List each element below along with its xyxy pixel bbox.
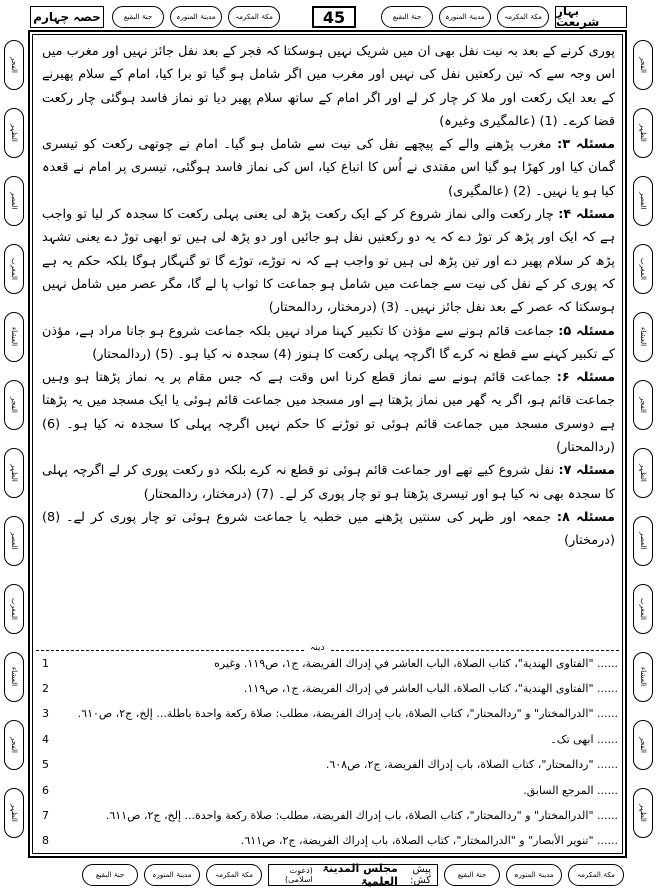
side-tab-right-11: الفجر [633,720,653,770]
masala-7-label: مسئلہ ۷: [558,463,615,479]
side-tab-left-9: المغرب [4,584,24,634]
book-page: بہارِ شریعت مکۃ المکرمہ مدینۃ المنورہ جنۃ البقیع 45 مکۃ المکرمہ مدینۃ المنورہ جنۃ البقیع حصہ چہارم الفجر الظہر العصر المغرب العشاء الفجر الظہر العصر المغرب العشاء الفجر الظہر الفجر الظہر العصر المغرب العشاء الفجر الظہر العصر المغرب العشاء الفجر الظہر پوری کرنے کے بعد بہ نیت نفل بھی ان میں شریک نہیں ہوسکتا کہ فجر کے بعد نفل جائز نہیں اور مغرب میں اس وجہ سے کہ تین رکعتیں نفل کی نہیں اور مغرب میں اگر شامل ہو گیا تو برا کیا، امام کے سلام پھیرنے کے بعد ایک رکعت اور ملا کر چار کر لے اور اگر امام کے ساتھ سلام پھیر دیا تو نماز فاسد ہوگئی چار رکعت قضا کرے۔ (1) (عالمگیری وغیرہ) مسئلہ ۳: مغرب پڑھنے والے کے پیچھے نفل کی نیت سے شامل ہو گیا۔ امام نے چوتھی رکعت کو تیسری گمان کیا اور کھڑا ہو گیا اس مقتدی نے اُس کا اتباع کیا، اس کی نماز فاسد ہوگئی، تیسری پر امام نے قعدہ کیا ہو یا نہیں۔ (2) (عالمگیری) مسئلہ ۴: چار رکعت والی نماز شروع کر کے ایک رکعت پڑھ لی یعنی پہلی رکعت کا سجدہ کر لیا تو واجب ہے کہ ایک اور پڑھ کر توڑ دے کہ یہ دو رکعتیں نفل ہو جائیں اور دو پڑھ لی ہیں تو ابھی توڑ دے یعنی تشہد پڑھ کر سلام پھیر دے اور تین پڑھ لی ہیں تو واجب ہے کہ نہ توڑے، توڑے گا تو گنہگار ہوگا بلکہ حکم یہ ہے کہ پوری کر کے نفل کی نیت سے جماعت میں شامل ہو جماعت کا ثواب پا لے گا، مگر عصر میں شامل نہیں ہوسکتا کہ عصر کے بعد نفل جائز نہیں۔ (3) (درمختار، ردالمحتار) مسئلہ ۵: جماعت قائم ہونے سے مؤذن کا تکبیر کہنا مراد نہیں بلکہ جماعت شروع ہو جانا مراد ہے، مؤذن کے تکبیر کہنے سے قطع نہ کرے گا اگرچہ پہلی رکعت کا ہنوز (4) سجدہ نہ کیا ہو۔ (5) (ردالمحتار) مسئلہ ۶: جماعت قائم ہونے سے نماز قطع کرنا اس وقت ہے کہ جس مقام پر یہ نماز پڑھتا ہو وہیں جماعت قائم ہو، اگر یہ گھر میں نماز پڑھتا ہے اور مسجد میں جماعت قائم ہوئی یا ایک مسجد میں یہ پڑھتا ہے دوسری مسجد میں جماعت قائم ہوئی تو توڑنے کا حکم نہیں اگرچہ پہلی کا سجدہ نہ کیا ہو۔ (6) (ردالمحتار) مسئلہ ۷: نفل شروع کیے تھے اور جماعت قائم ہوئی تو قطع نہ کرے بلکہ دو رکعت پوری کر لے اگرچہ پہلی کا سجدہ بھی نہ کیا ہو اور تیسری پڑھتا ہو تو چار پوری کر لے۔ (7) (درمختار، ردالمحتار) مسئلہ ۸: جمعہ اور ظہر کی سنتیں پڑھنے میں خطبہ یا جماعت شروع ہوئی تو چار پوری کر لے۔ (8) (درمختار) دینہ 1 ...... "الفتاوی الهندية"، كتاب الصلاة، الباب العاشر في إدراك الفريضة، ج١، ص١١٩. وغيره 2 ...... "الفتاوی الهندية"، كتاب الصلاة، الباب العاشر في إدراك الفريضة، ج١، ص١١٩. 3 ...... "الدرالمختار" و "ردالمحتار"، كتاب الصلاة، باب إدراك الفريضة، مطلب: صلاة ركعة واحدة باطلة... إلخ، ج٢، ص٦١٠. 4 ...... ابھی تک۔ 5 ...... "ردالمحتار"، كتاب الصلاة، باب إدراك الفريضة، ج٢، ص٦٠٨. 6 ...... المرجع السابق. 7 ...... "الدرالمختار" و "ردالمحتار"، كتاب الصلاة، باب إدراك الفريضة، مطلب: صلاة ركعة واحدة... إلخ، ج٢، ص٦١١. 8 ...... "تنوير الأبصار" و "الدرالمختار"، كتاب الصلاة، باب إدراك الفريضة، ج٢، ص٦١١. مکۃ المکرمہ مدینۃ المنورہ جنۃ البقیع پیش کش: مجلس المدینۃ العلمیۃ (دعوت اسلامی) مکۃ المکرمہ مدینۃ المنورہ جنۃ البقیع [0,0,657,892]
paragraph-continuation: پوری کرنے کے بعد بہ نیت نفل بھی ان میں شریک نہیں ہوسکتا کہ فجر کے بعد نفل جائز نہیں اور مغرب میں اس وجہ سے کہ تین رکعتیں نفل کی نہیں اور مغرب میں اگر شامل ہو گیا تو برا کیا، امام کے سلام پھیرنے کے بعد ایک رکعت اور ملا کر چار کر لے اور اگر امام کے ساتھ سلام پھیر دیا تو نماز فاسد ہوگئی چار رکعت قضا کرے۔ (1) (عالمگیری وغیرہ) [42,44,615,129]
masala-7: مسئلہ ۷: نفل شروع کیے تھے اور جماعت قائم ہوئی تو قطع نہ کرے بلکہ دو رکعت پوری کر لے اگرچہ پہلی کا سجدہ بھی نہ کیا ہو اور تیسری پڑھتا ہو تو چار پوری کر لے۔ (7) (درمختار، ردالمحتار) [42,463,615,502]
side-tab-right-10: العشاء [633,652,653,702]
masala-5: مسئلہ ۵: جماعت قائم ہونے سے مؤذن کا تکبیر کہنا مراد نہیں بلکہ جماعت شروع ہو جانا مراد ہے، مؤذن کے تکبیر کہنے سے قطع نہ کرے گا اگرچہ پہلی رکعت کا ہنوز (4) سجدہ نہ کیا ہو۔ (5) (ردالمحتار) [42,323,615,362]
footer-oval-baqi: جنۃ البقیع [444,864,500,886]
side-tab-left-12: الظہر [4,788,24,838]
footer-oval-makkah-2: مکۃ المکرمہ [206,864,262,886]
body-text [42,40,615,553]
side-tab-right-2: الظہر [633,108,653,158]
masala-3-label: مسئلہ ۳: [557,137,615,153]
footer-oval-makkah: مکۃ المکرمہ [568,864,624,886]
book-title: بہارِ شریعت [555,6,627,28]
header-oval-madinah-2: مدینۃ المنورہ [170,6,222,28]
side-tab-right-8: العصر [633,516,653,566]
header-oval-baqi-2: جنۃ البقیع [112,6,164,28]
side-tab-right-12: الظہر [633,788,653,838]
side-tab-right-7: الظہر [633,448,653,498]
header-oval-madinah: مدینۃ المنورہ [439,6,491,28]
side-tab-right-9: المغرب [633,584,653,634]
side-tab-right-4: المغرب [633,244,653,294]
side-tab-left-8: العصر [4,516,24,566]
side-tab-left-7: الظہر [4,448,24,498]
footer-oval-madinah: مدینۃ المنورہ [506,864,562,886]
side-tab-right-1: الفجر [633,40,653,90]
side-tab-left-11: الفجر [4,720,24,770]
publisher-credit: پیش کش: مجلس المدینۃ العلمیۃ (دعوت اسلامی) [268,864,438,886]
masala-4-label: مسئلہ ۴: [558,207,615,223]
masala-8: مسئلہ ۸: جمعہ اور ظہر کی سنتیں پڑھنے میں خطبہ یا جماعت شروع ہوئی تو چار پوری کر لے۔ (8) (درمختار) [42,509,615,549]
separator-mark: دینہ [306,643,329,653]
side-tab-left-5: العشاء [4,312,24,362]
side-tab-left-3: العصر [4,176,24,226]
header-oval-makkah: مکۃ المکرمہ [497,6,549,28]
side-tab-left-1: الفجر [4,40,24,90]
footer-oval-madinah-2: مدینۃ المنورہ [144,864,200,886]
side-tab-right-5: العشاء [633,312,653,362]
footer-oval-baqi-2: جنۃ البقیع [82,864,138,886]
side-tab-left-10: العشاء [4,652,24,702]
masala-6: مسئلہ ۶: جماعت قائم ہونے سے نماز قطع کرنا اس وقت ہے کہ جس مقام پر یہ نماز پڑھتا ہو وہیں جماعت قائم ہو، اگر یہ گھر میں نماز پڑھتا ہے اور مسجد میں جماعت قائم ہوئی یا ایک مسجد میں یہ پڑھتا ہے دوسری مسجد میں جماعت قائم ہوئی تو توڑنے کا حکم نہیں اگرچہ پہلی کا سجدہ نہ کیا ہو۔ (6) (ردالمحتار) [42,370,615,456]
masala-6-label: مسئلہ ۶: [556,370,615,386]
side-tab-right-6: الفجر [633,380,653,430]
masala-4: مسئلہ ۴: چار رکعت والی نماز شروع کر کے ایک رکعت پڑھ لی یعنی پہلی رکعت کا سجدہ کر لیا تو واجب ہے کہ ایک اور پڑھ کر توڑ دے کہ یہ دو رکعتیں نفل ہو جائیں اور دو پڑھ لی ہیں تو ابھی توڑ دے یعنی تشہد پڑھ کر سلام پھیر دے اور تین پڑھ لی ہیں تو واجب ہے کہ نہ توڑے، توڑے گا تو گنہگار ہوگا بلکہ حکم یہ ہے کہ پوری کر کے نفل کی نیت سے جماعت میں شامل ہو جماعت کا ثواب پا لے گا، مگر عصر میں شامل نہیں ہوسکتا کہ عصر کے بعد نفل جائز نہیں۔ (3) (درمختار، ردالمحتار) [42,207,615,316]
side-tab-left-4: المغرب [4,244,24,294]
side-tab-right-3: العصر [633,176,653,226]
masala-5-label: مسئلہ ۵: [558,323,615,339]
header-oval-makkah-2: مکۃ المکرمہ [228,6,280,28]
side-tab-left-6: الفجر [4,380,24,430]
masala-3: مسئلہ ۳: مغرب پڑھنے والے کے پیچھے نفل کی نیت سے شامل ہو گیا۔ امام نے چوتھی رکعت کو تیسری گمان کیا اور کھڑا ہو گیا اس مقتدی نے اُس کا اتباع کیا، اس کی نماز فاسد ہوگئی، تیسری پر امام نے قعدہ کیا ہو یا نہیں۔ (2) (عالمگیری) [42,137,615,199]
page-number: 45 [312,6,356,28]
header-oval-baqi: جنۃ البقیع [381,6,433,28]
part-label: حصہ چہارم [30,6,104,28]
side-tab-left-2: الظہر [4,108,24,158]
masala-8-label: مسئلہ ۸: [556,509,615,525]
